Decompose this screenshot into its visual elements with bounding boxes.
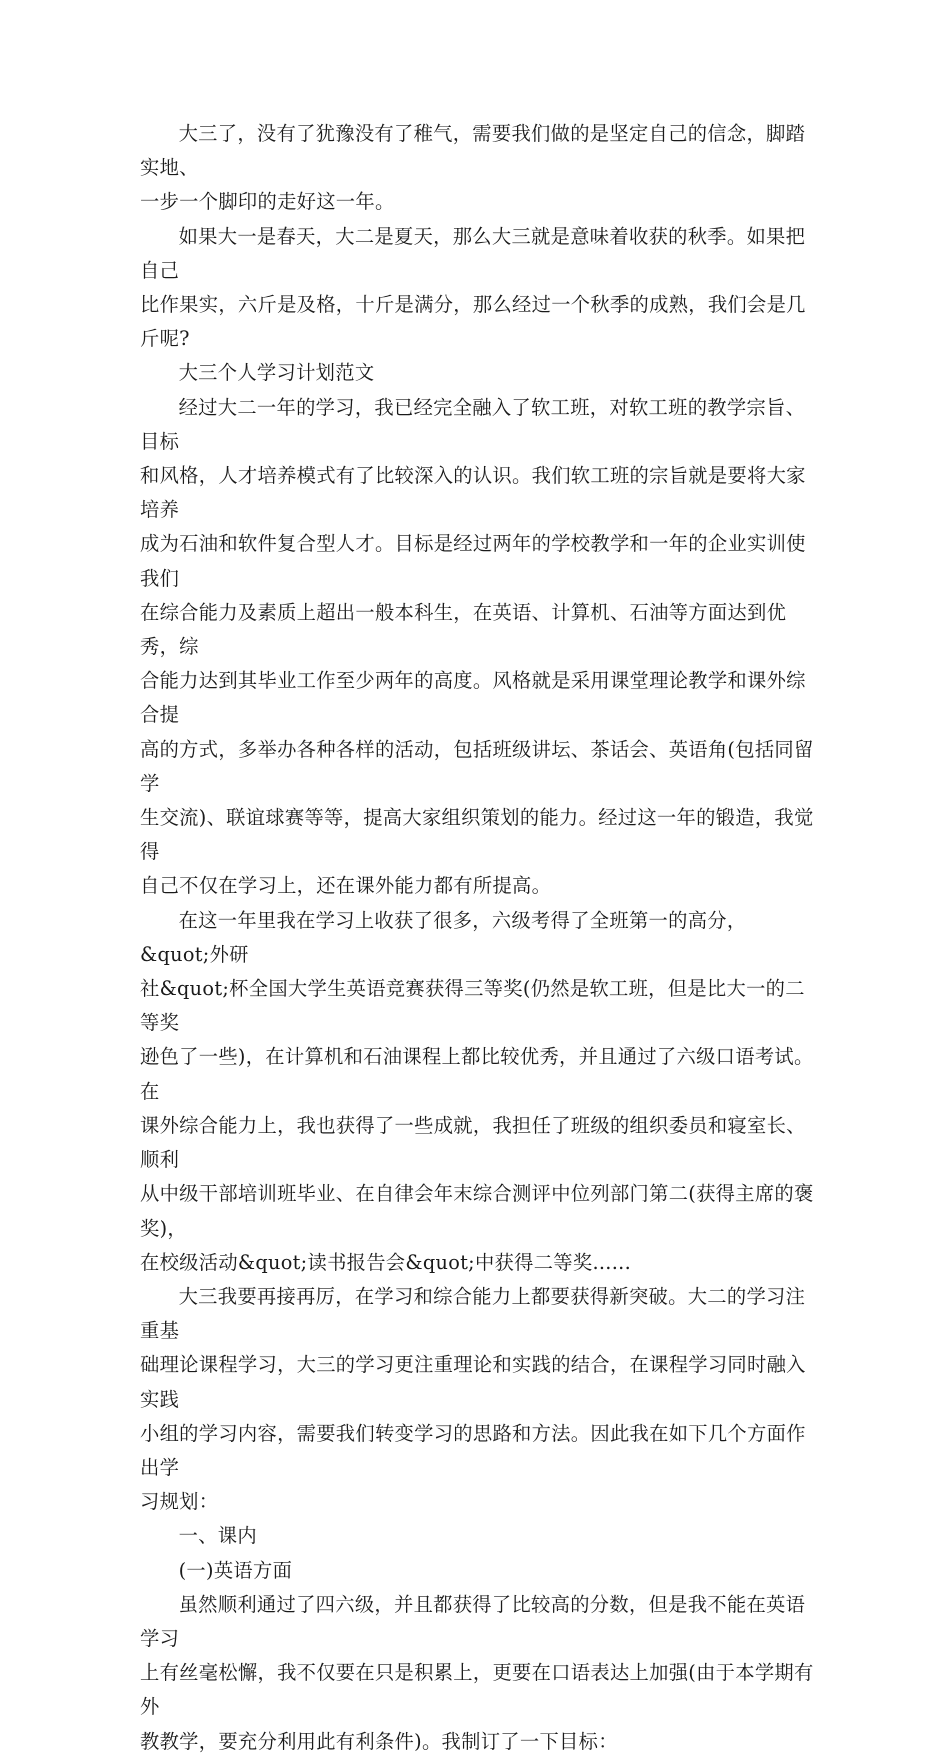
paragraph-plan-intro: 大三我要再接再厉，在学习和综合能力上都要获得新突破。大二的学习注重基 础理论课程学习，大三的学习更注重理论和实践的结合，在课程学习同时融入实践 小组的学习内容，需要我们转变学习的思路和方法。因此我在如下几个方面作出学 习规划： xyxy=(140,1284,806,1514)
paragraph-achievements: 在这一年里我在学习上收获了很多，六级考得了全班第一的高分，&quot;外研 社&quot;杯全国大学生英语竞赛获得三等奖(仍然是软工班，但是比大一的二等奖 逊色了一些)，在计算机和石油课程上都比较优秀，并且通过了六级口语考试。在 课外综合能力上，我也获得了一些成就，我担任了班级的组织委员和寝室长、顺利 从中级干部培训班毕业、在自律会年末综合测评中位列部门第二(获得主席的褒奖)， 在校级活动&quot;读书报告会&quot;中获得二等奖...... xyxy=(140,908,814,1274)
paragraph-seasons: 如果大一是春天，大二是夏天，那么大三就是意味着收获的秋季。如果把自己 比作果实，六斤是及格，十斤是满分，那么经过一个秋季的成熟，我们会是几斤呢? xyxy=(140,224,806,351)
paragraph-review: 经过大二一年的学习，我已经完全融入了软工班，对软工班的教学宗旨、目标 和风格，人才培养模式有了比较深入的认识。我们软工班的宗旨就是要将大家培养 成为石油和软件复合型人才。目标是经过两年的学校教学和一年的企业实训使我们 在综合能力及素质上超出一般本科生，在英语、计算机、石油等方面达到优秀，综 合能力达到其毕业工作至少两年的高度。风格就是采用课堂理论教学和课外综合提 高的方式，多举办各种各样的活动，包括班级讲坛、茶话会、英语角(包括同留学 生交流)、联谊球赛等等，提高大家组织策划的能力。经过这一年的锻造，我觉得 自己不仅在学习上，还在课外能力都有所提高。 xyxy=(140,395,814,898)
document-title: 大三个人学习计划范文 xyxy=(178,361,375,385)
subsection-heading-english: (一)英语方面 xyxy=(178,1558,293,1582)
paragraph-english-goals: 虽然顺利通过了四六级，并且都获得了比较高的分数，但是我不能在英语学习 上有丝毫松懈，我不仅要在只是积累上，更要在口语表达上加强(由于本学期有外 教教学，要充分利用此有利条件)。我制订了一下目标： xyxy=(140,1592,814,1753)
paragraph-intro: 大三了，没有了犹豫没有了稚气，需要我们做的是坚定自己的信念，脚踏实地、 一步一个脚印的走好这一年。 xyxy=(140,122,806,214)
document-body xyxy=(140,117,815,1759)
section-heading-in-class: 一、课内 xyxy=(178,1524,257,1548)
